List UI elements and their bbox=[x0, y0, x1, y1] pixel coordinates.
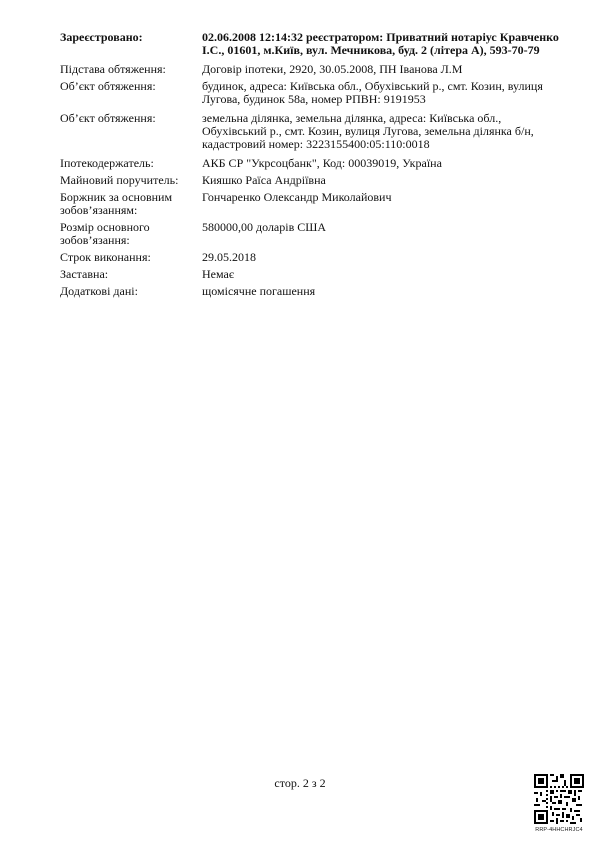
main-obligation-amount-value: 580000,00 доларів США bbox=[202, 220, 327, 234]
qr-code-block bbox=[534, 774, 584, 833]
property-guarantor-value: Кияшко Раїса Андріївна bbox=[202, 173, 326, 187]
record-row-property-guarantor bbox=[60, 174, 570, 187]
object-value-land: земельна ділянка, земельна ділянка, адреса: Київська обл., Обухівський р., смт. Козин, вулиця Лугова, земельна ділянка б/н, кадастровий номер: 3223155400:05:110:0018 bbox=[202, 111, 534, 151]
qr-code-icon bbox=[534, 774, 584, 824]
record-row-debtor bbox=[60, 191, 570, 217]
additional-data-value: щомісячне погашення bbox=[202, 284, 316, 298]
debtor-label: Боржник за основним зобов’язанням: bbox=[60, 190, 173, 217]
additional-data-label: Додаткові дані: bbox=[60, 284, 138, 298]
page-number: стор. 2 з 2 bbox=[274, 776, 326, 790]
record-row-due-date bbox=[60, 251, 570, 264]
mortgage-note-value: Немає bbox=[202, 267, 234, 281]
record-row-object-house bbox=[60, 80, 570, 106]
debtor-value: Гончаренко Олександр Миколайович bbox=[202, 190, 392, 204]
record-row-mortgage-note bbox=[60, 268, 570, 281]
main-obligation-amount-label: Розмір основного зобов’язання: bbox=[60, 220, 150, 247]
record-row-registered bbox=[60, 31, 570, 57]
record-row-main-obligation-amount bbox=[60, 221, 570, 247]
due-date-value: 29.05.2018 bbox=[202, 250, 256, 264]
mortgagee-value: АКБ СР "Укрсоцбанк", Код: 00039019, Україна bbox=[202, 156, 442, 170]
registered-value: 02.06.2008 12:14:32 реєстратором: Приватний нотаріус Кравченко І.С., 01601, м.Київ, вул. Мечникова, буд. 2 (літера А), 593-70-79 bbox=[202, 30, 559, 57]
property-guarantor-label: Майновий поручитель: bbox=[60, 173, 179, 187]
basis-label: Підстава обтяження: bbox=[60, 62, 166, 76]
record-row-object-land bbox=[60, 112, 570, 151]
mortgagee-label: Іпотекодержатель: bbox=[60, 156, 154, 170]
registered-label: Зареєстровано: bbox=[60, 30, 143, 44]
object-value-house: будинок, адреса: Київська обл., Обухівський р., смт. Козин, вулиця Лугова, будинок 58а, номер РПВН: 9191953 bbox=[202, 79, 543, 106]
due-date-label: Строк виконання: bbox=[60, 250, 151, 264]
record-row-additional-data bbox=[60, 285, 570, 298]
record-row-mortgagee bbox=[60, 157, 570, 170]
qr-code-text: RRP-4HHCHRJC4 bbox=[535, 827, 583, 833]
object-label: Об’єкт обтяження: bbox=[60, 79, 156, 93]
object-label: Об’єкт обтяження: bbox=[60, 111, 156, 125]
record-row-basis bbox=[60, 63, 570, 76]
encumbrance-record bbox=[60, 31, 570, 302]
basis-value: Договір іпотеки, 2920, 30.05.2008, ПН Іванова Л.М bbox=[202, 62, 463, 76]
mortgage-note-label: Заставна: bbox=[60, 267, 109, 281]
